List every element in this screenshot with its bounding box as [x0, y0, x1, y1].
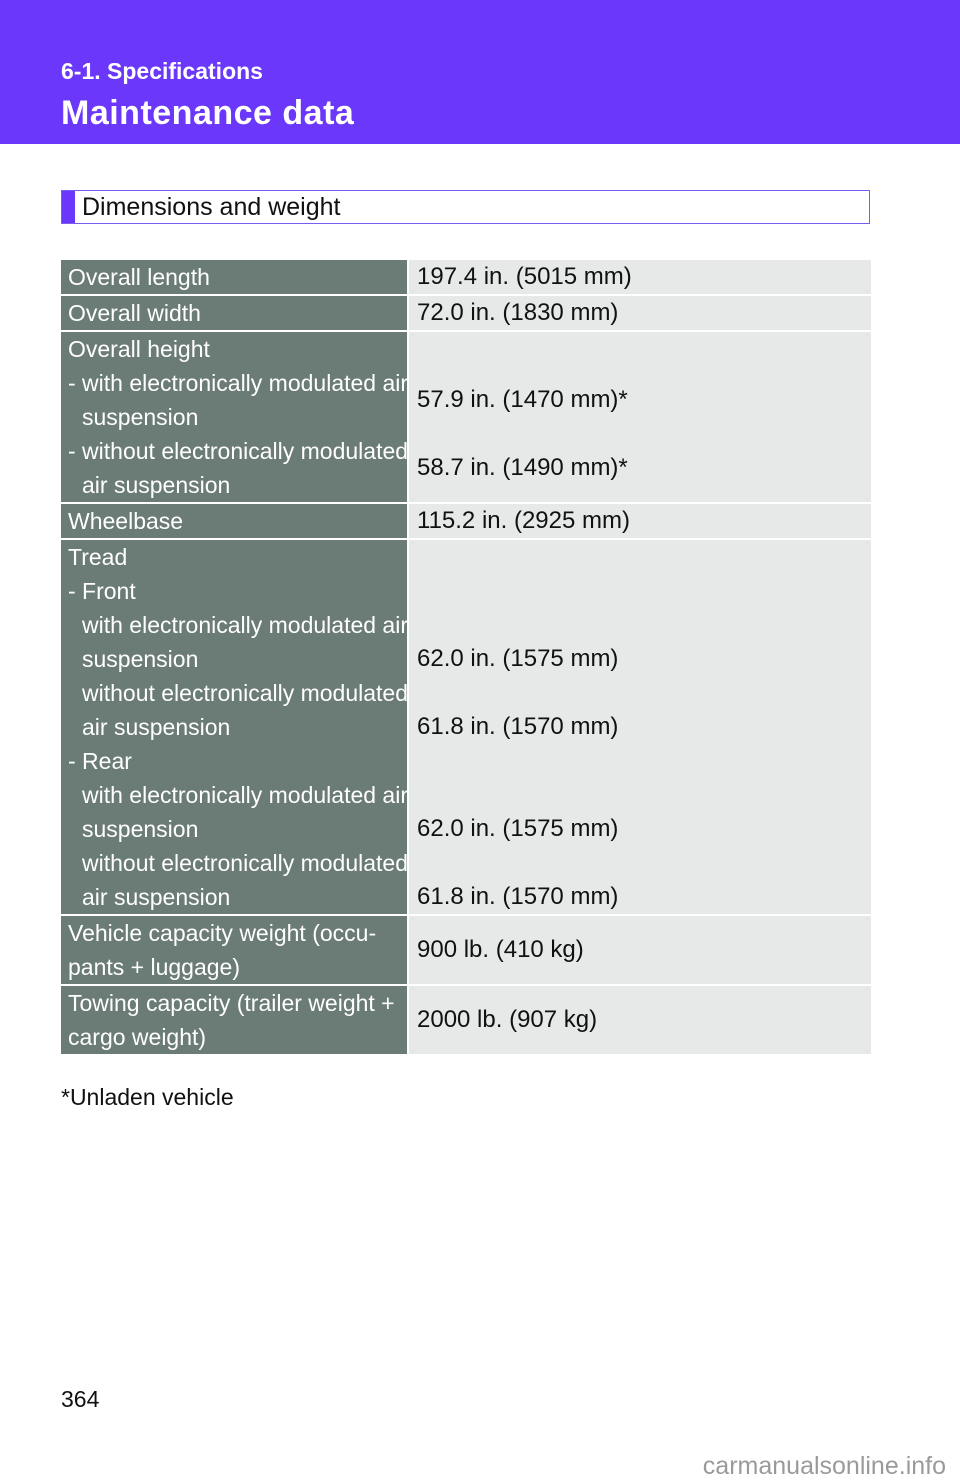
row-label: Tread - Front with electronically modulated air suspension without electronically modulated air suspension - Rear with electronically modulated air suspension without electronically modulated air suspension: [61, 539, 408, 915]
row-value: 2000 lb. (907 kg): [408, 985, 871, 1055]
section-heading-bar: [61, 190, 870, 224]
table-row-capacity: [61, 915, 871, 985]
row-label: Towing capacity (trailer weight + cargo weight): [61, 985, 408, 1055]
page-number: 364: [61, 1386, 100, 1412]
page-title: Maintenance data: [61, 94, 355, 132]
section-number: 6-1. Specifications: [61, 58, 263, 84]
table-row-towing: [61, 985, 871, 1055]
row-value: 62.0 in. (1575 mm) 61.8 in. (1570 mm) 62.0 in. (1575 mm) 61.8 in. (1570 mm): [408, 539, 871, 915]
section-title: Dimensions and weight: [82, 193, 341, 221]
table-row-tread: [61, 539, 871, 915]
spec-table: [61, 260, 871, 1056]
table-row-wheelbase: [61, 503, 871, 539]
row-value: 115.2 in. (2925 mm): [408, 503, 871, 539]
table-row-overall-height: [61, 331, 871, 503]
page-header: [0, 0, 960, 144]
table-row-overall-length: [61, 260, 871, 295]
footnote: *Unladen vehicle: [61, 1084, 234, 1110]
row-value: 72.0 in. (1830 mm): [408, 295, 871, 331]
row-label: Wheelbase: [61, 503, 408, 539]
row-value: 900 lb. (410 kg): [408, 915, 871, 985]
section-accent: [62, 191, 75, 223]
row-value: 197.4 in. (5015 mm): [408, 260, 871, 295]
row-label: Overall length: [61, 260, 408, 295]
row-label: Overall height - with electronically modulated air suspension - without electronically modulated air suspension: [61, 331, 408, 503]
row-label: Overall width: [61, 295, 408, 331]
table-row-overall-width: [61, 295, 871, 331]
watermark: carmanualsonline.info: [702, 1452, 946, 1480]
row-value: 57.9 in. (1470 mm)* 58.7 in. (1490 mm)*: [408, 331, 871, 503]
row-label: Vehicle capacity weight (occu- pants + luggage): [61, 915, 408, 985]
